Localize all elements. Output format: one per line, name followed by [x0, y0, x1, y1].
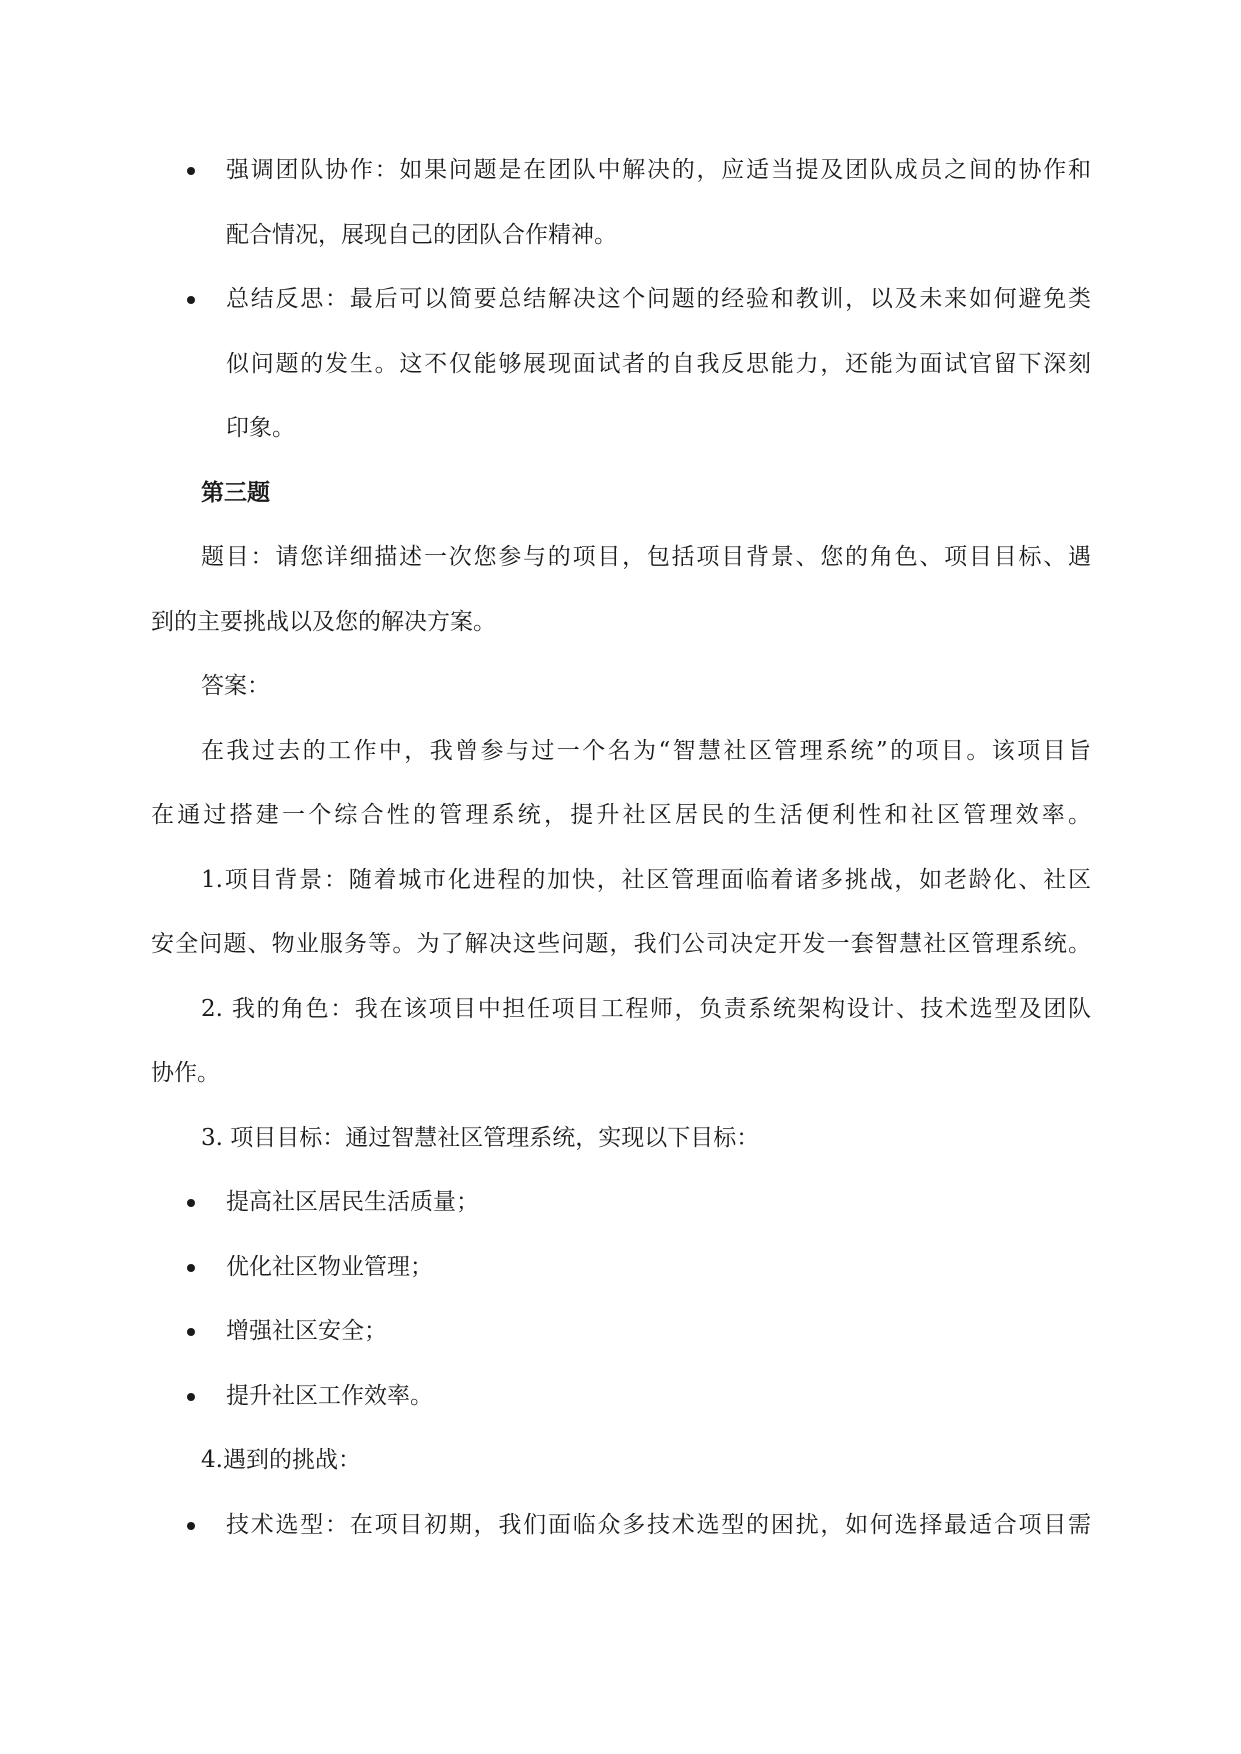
- answer-paragraph-continuation: 在通过搭建一个综合性的管理系统，提升社区居民的生活便利性和社区管理效率。: [151, 802, 1091, 828]
- bullet-continuation: 似问题的发生。这不仅能够展现面试者的自我反思能力，还能为面试官留下深刻: [226, 350, 1091, 377]
- bullet-icon: [187, 1522, 195, 1530]
- bullet-item-summary-reflection: 总结反思：最后可以简要总结解决这个问题的经验和教训，以及未来如何避免类: [151, 267, 1091, 332]
- question-paragraph-continuation: 到的主要挑战以及您的解决方案。: [151, 608, 496, 635]
- bullet-icon: [187, 167, 195, 175]
- answer-label: 答案：: [201, 673, 270, 699]
- challenge-list-item: 技术选型：在项目初期，我们面临众多技术选型的困扰，如何选择最适合项目需: [151, 1493, 1091, 1558]
- document-body: [151, 138, 1091, 1557]
- goal-list-item: 提高社区居民生活质量；: [151, 1170, 1091, 1235]
- challenges-heading: 4.遇到的挑战：: [201, 1447, 361, 1473]
- goal-list-item: 提升社区工作效率。: [151, 1364, 1091, 1429]
- project-background-continuation: 安全问题、物业服务等。为了解决这些问题，我们公司决定开发一套智慧社区管理系统。: [151, 931, 1091, 957]
- my-role-continuation: 协作。: [151, 1060, 220, 1086]
- bullet-continuation: 配合情况，展现自己的团队合作精神。: [226, 221, 617, 248]
- my-role-paragraph: 2. 我的角色：我在该项目中担任项目工程师，负责系统架构设计、技术选型及团队: [201, 995, 1091, 1022]
- bullet-icon: [187, 1264, 195, 1272]
- goal-list-item: 增强社区安全；: [151, 1299, 1091, 1364]
- bullet-continuation: 印象。: [226, 415, 295, 441]
- bullet-icon: [187, 1393, 195, 1401]
- bullet-icon: [187, 1328, 195, 1336]
- bullet-icon: [187, 296, 195, 304]
- bullet-icon: [187, 1199, 195, 1207]
- bullet-item-team-collaboration: 强调团队协作：如果问题是在团队中解决的，应适当提及团队成员之间的协作和: [151, 138, 1091, 203]
- goal-list-item: 优化社区物业管理；: [151, 1235, 1091, 1300]
- question-paragraph: 题目：请您详细描述一次您参与的项目，包括项目背景、您的角色、项目目标、遇: [201, 544, 1091, 570]
- section-heading: 第三题: [201, 478, 270, 506]
- project-background-paragraph: 1.项目背景：随着城市化进程的加快，社区管理面临着诸多挑战，如老龄化、社区: [201, 866, 1091, 893]
- project-goals-paragraph: 3. 项目目标：通过智慧社区管理系统，实现以下目标：: [201, 1124, 760, 1151]
- answer-paragraph: 在我过去的工作中，我曾参与过一个名为“智慧社区管理系统”的项目。该项目旨: [201, 737, 1091, 764]
